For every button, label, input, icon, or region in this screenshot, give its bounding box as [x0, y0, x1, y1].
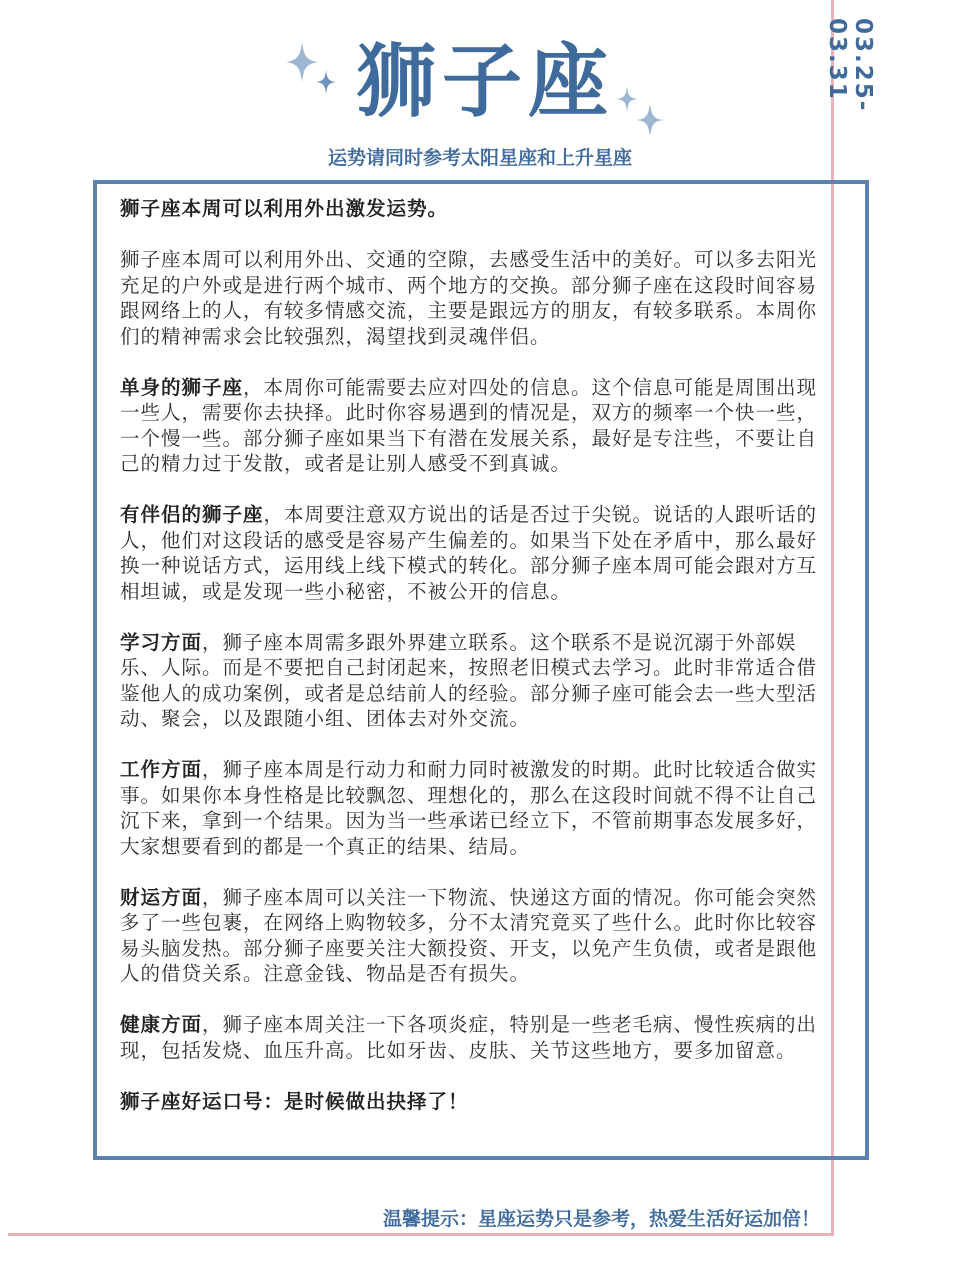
study-paragraph — [120, 630, 820, 732]
slogan-text: 狮子座好运口号：是时候做出抉择了！ — [120, 1089, 469, 1113]
work-paragraph — [120, 757, 820, 859]
page-title: 狮子座 — [356, 35, 614, 128]
footer-tip: 温馨提示：星座运势只是参考，热爱生活好运加倍！ — [382, 1208, 820, 1230]
single-text: ，本周你可能需要去应对四处的信息。这个信息可能是周围出现一些人，需要你去抉择。此时你容易遇到的情况是，双方的频率一个快一些，一个慢一些。部分狮子座如果当下有潜在发展关系，最好是专注些，不要让自己的精力过于发散，或者是让别人感受不到真诚。 — [120, 375, 818, 475]
money-text: ，狮子座本周可以关注一下物流、快递这方面的情况。你可能会突然多了一些包裹，在网络上购物较多，分不太清究竟买了些什么。此时你比较容易头脑发热。部分狮子座要关注大额投资、开支，以免产生负债，或者是跟他人的借贷关系。注意金钱、物品是否有损失。 — [120, 885, 818, 985]
single-label: 单身的狮子座 — [120, 375, 244, 399]
sparkle-large-right-icon — [636, 104, 664, 136]
money-paragraph — [120, 885, 820, 987]
horoscope-content — [120, 196, 820, 1140]
intro-paragraph — [120, 196, 820, 222]
single-paragraph — [120, 375, 820, 477]
study-text: ，狮子座本周需多跟外界建立联系。这个联系不是说沉溺于外部娱乐、人际。而是不要把自己封闭起来，按照老旧模式去学习。此时非常适合借鉴他人的成功案例，或者是总结前人的经验。部分狮子座可能会去一些大型活动、聚会，以及跟随小组、团体去对外交流。 — [120, 630, 818, 730]
page-subtitle: 运势请同时参考太阳星座和上升星座 — [327, 147, 632, 169]
sparkle-small-left-icon — [316, 70, 336, 94]
intro-text: 狮子座本周可以利用外出激发运势。 — [120, 197, 449, 220]
health-label: 健康方面 — [120, 1013, 203, 1036]
slogan-paragraph — [120, 1089, 820, 1115]
work-text: ，狮子座本周是行动力和耐力同时被激发的时期。此时比较适合做实事。如果你本身性格是比较飘忽、理想化的，那么在这段时间就不得不让自己沉下来，拿到一个结果。因为当一些承诺已经立下，不管前期事态发展多好，大家想要看到的都是一个真正的结果、结局。 — [120, 758, 818, 858]
sparkle-small-right-icon — [616, 86, 638, 112]
money-label: 财运方面 — [120, 885, 203, 909]
health-text: ，狮子座本周关注一下各项炎症，特别是一些老毛病、慢性疾病的出现，包括发烧、血压升高。比如牙齿、皮肤、关节这些地方，要多加留意。 — [120, 1013, 818, 1062]
sparkle-large-left-icon — [286, 42, 318, 82]
health-paragraph — [120, 1012, 820, 1063]
partner-paragraph — [120, 502, 820, 604]
date-range: 03.25-03.31 — [824, 18, 876, 113]
partner-text: ，本周要注意双方说出的话是否过于尖锐。说话的人跟听话的人，他们对这段话的感受是容易产生偏差的。如果当下处在矛盾中，那么最好换一种说话方式，运用线上线下模式的转化。部分狮子座本周可能会跟对方互相坦诚，或是发现一些小秘密，不被公开的信息。 — [120, 503, 818, 603]
work-label: 工作方面 — [120, 758, 203, 781]
partner-label: 有伴侣的狮子座 — [120, 503, 264, 526]
overview-paragraph: 狮子座本周可以利用外出、交通的空隙，去感受生活中的美好。可以多去阳光充足的户外或是进行两个城市、两个地方的交换。部分狮子座在这段时间容易跟网络上的人，有较多情感交流，主要是跟远方的朋友，有较多联系。本周你们的精神需求会比较强烈，渴望找到灵魂伴侣。 — [120, 248, 818, 348]
study-label: 学习方面 — [120, 630, 203, 654]
pink-horizontal-line — [8, 1233, 834, 1236]
